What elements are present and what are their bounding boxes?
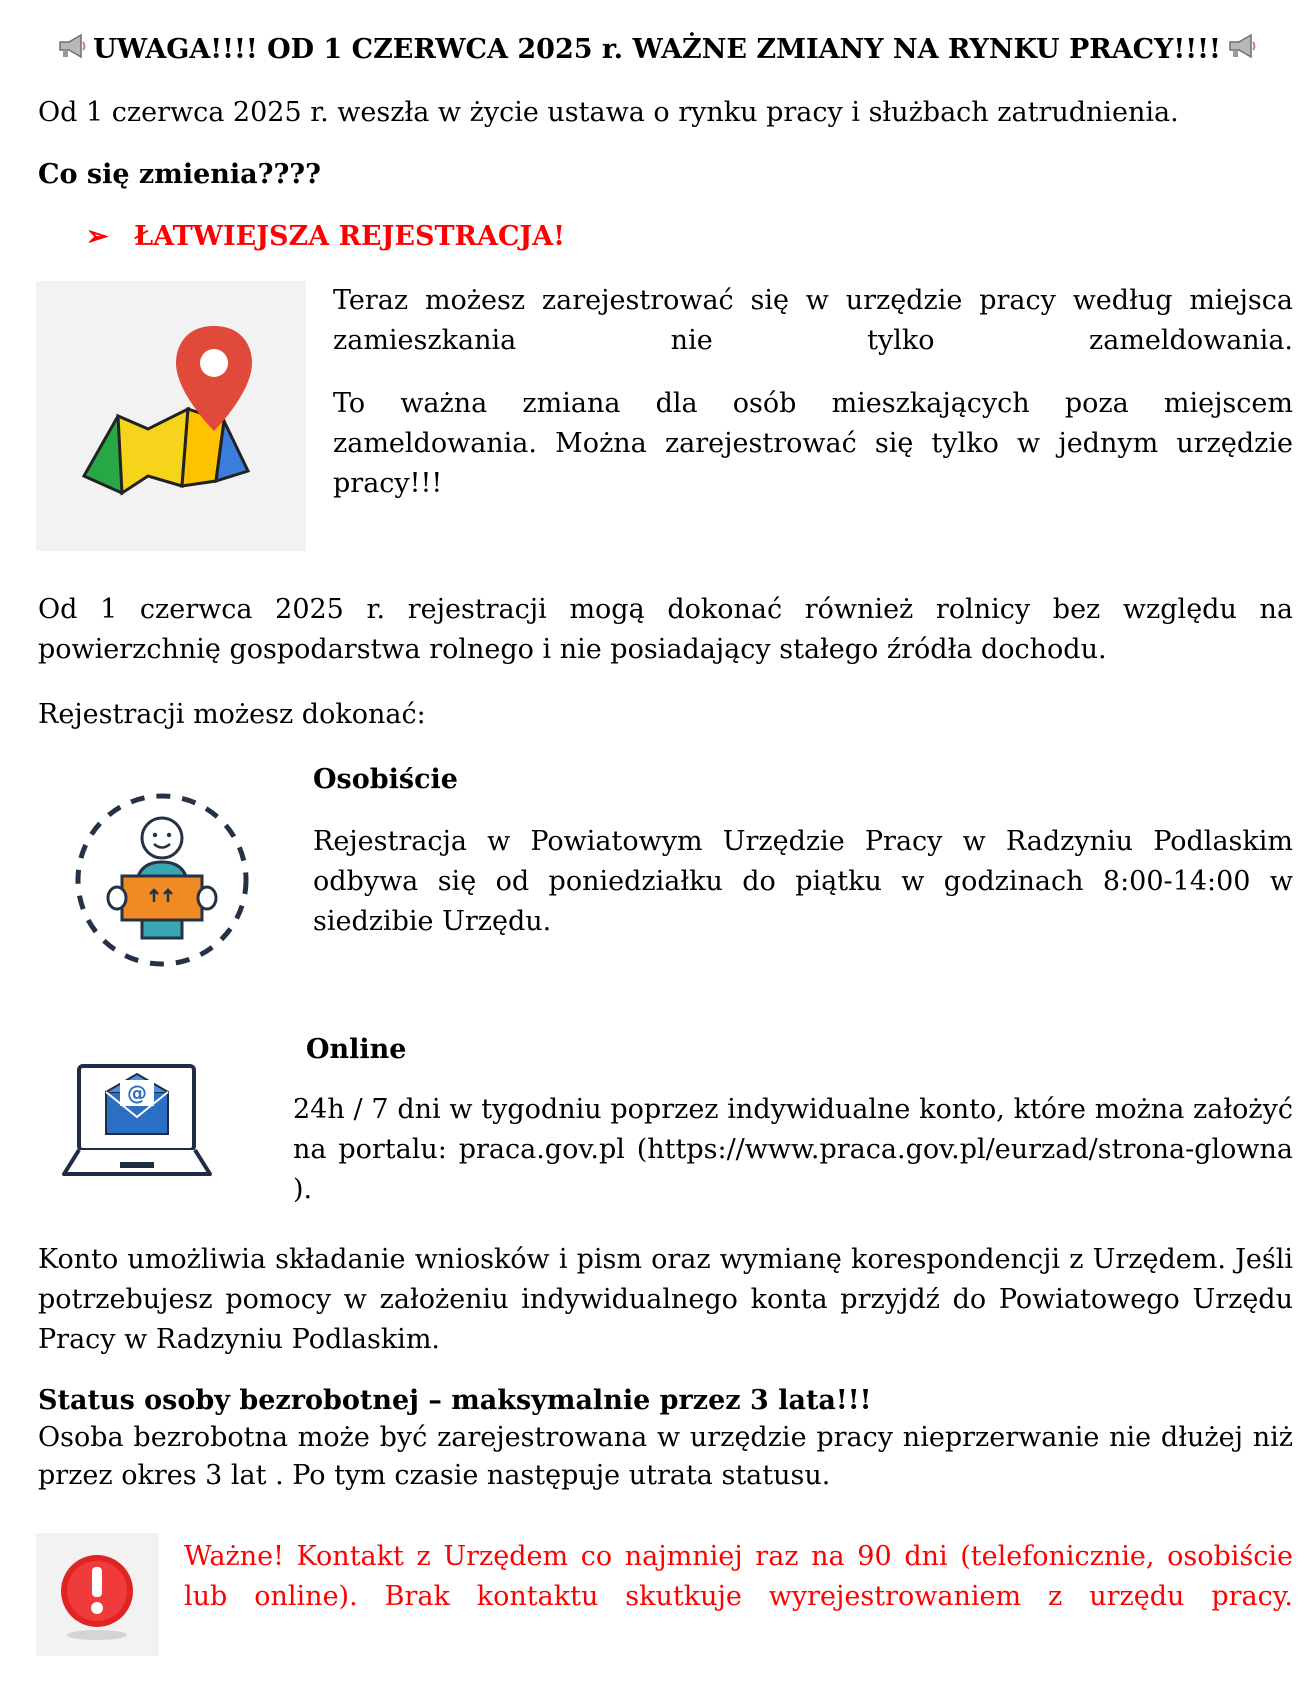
intro-paragraph: Od 1 czerwca 2025 r. weszła w życie ustawa o rynku pracy i służbach zatrudnienia. (38, 97, 1179, 128)
registration-paragraph-1: Teraz możesz zarejestrować się w urzędzie pracy według miejsca zamieszkania nie tylko zameldowania. (333, 285, 1293, 356)
easier-registration-heading (86, 217, 565, 257)
page-title (0, 30, 1314, 71)
arrow-bullet-icon: ➢ (86, 221, 109, 252)
warning-paragraph: Ważne! Kontakt z Urzędem co najmniej raz na 90 dni (telefonicznie, osobiście lub online). Brak kontaktu skutkuje wyrejestrowaniem z urzędu pracy. (184, 1541, 1293, 1612)
account-paragraph: Konto umożliwia składanie wniosków i pism oraz wymianę korespondencji z Urzędem. Jeśli potrzebujesz pomocy w założeniu indywidualnego konta przyjdź do Powiatowego Urzędu Pracy w Radzyniu Podlaskim. (38, 1244, 1293, 1355)
status-heading: Status osoby bezrobotnej – maksymalnie przez 3 lata!!! (38, 1385, 872, 1416)
person-box-icon (72, 790, 252, 970)
svg-text:@: @ (127, 1081, 147, 1105)
in-person-heading: Osobiście (313, 764, 458, 795)
map-pin-icon (36, 281, 306, 551)
changes-heading: Co się zmienia???? (38, 159, 321, 190)
exclamation-alert-icon (36, 1533, 159, 1656)
registration-paragraph-2: To ważna zmiana dla osób mieszkających poza miejscem zameldowania. Można zarejestrować się tylko w jednym urzędzie pracy!!! (333, 388, 1293, 499)
in-person-paragraph: Rejestracja w Powiatowym Urzędzie Pracy w Radzyniu Podlaskim odbywa się od poniedziałku do piątku w godzinach 8:00-14:00 w siedzibie Urzędu. (313, 826, 1293, 937)
online-heading: Online (306, 1034, 407, 1065)
megaphone-icon (57, 31, 87, 71)
how-to-register: Rejestracji możesz dokonać: (38, 699, 426, 730)
farmers-paragraph: Od 1 czerwca 2025 r. rejestracji mogą dokonać również rolnicy bez względu na powierzchnię gospodarstwa rolnego i nie posiadający stałego źródła dochodu. (38, 594, 1293, 665)
headline-text: UWAGA!!!! OD 1 CZERWCA 2025 r. WAŻNE ZMIANY NA RYNKU PRACY!!!! (93, 34, 1221, 65)
easier-registration-heading-text: ŁATWIEJSZA REJESTRACJA! (134, 221, 566, 252)
status-paragraph: Osoba bezrobotna może być zarejestrowana w urzędzie pracy nieprzerwanie nie dłużej niż przez okres 3 lat . Po tym czasie następuje utrata statusu. (38, 1422, 1293, 1491)
laptop-email-icon (62, 1062, 212, 1182)
online-paragraph: 24h / 7 dni w tygodniu poprzez indywidualne konto, które można założyć na portalu: praca.gov.pl (https://www.praca.gov.pl/eurzad/strona-glowna ). (293, 1094, 1293, 1205)
megaphone-icon (1227, 31, 1257, 71)
